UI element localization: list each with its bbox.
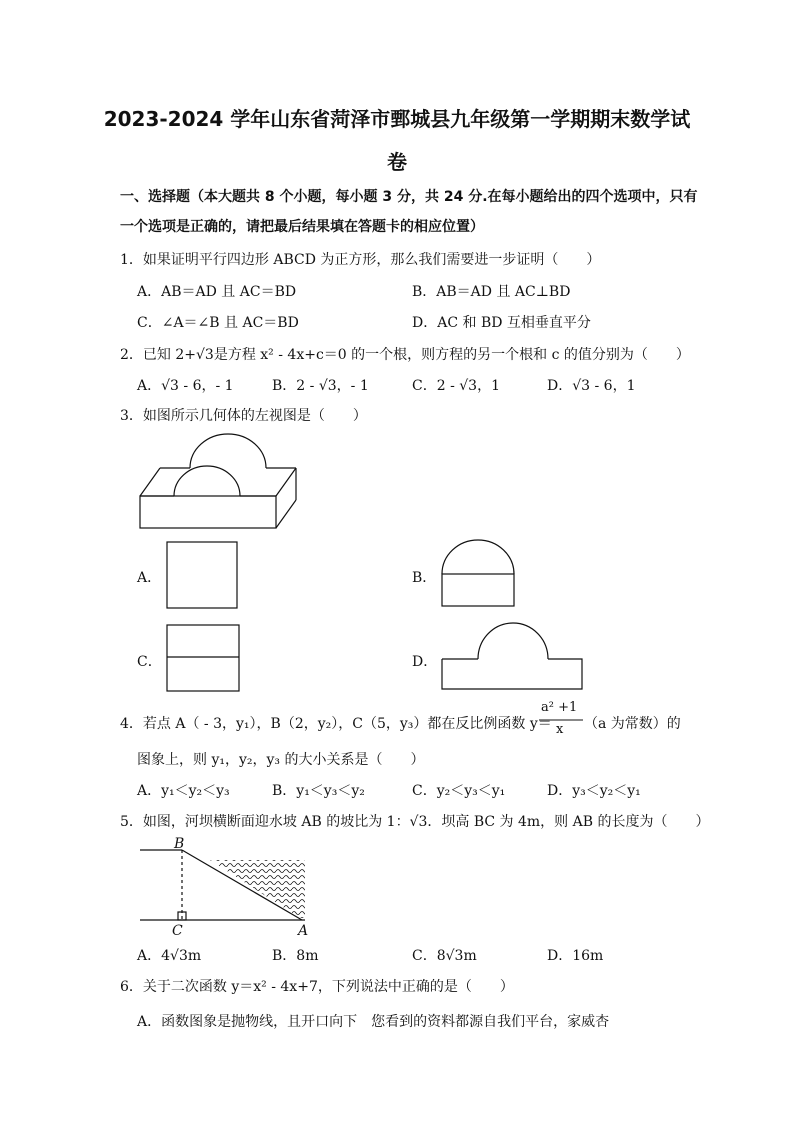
question-2-stem: 2．已知 2+√3是方程 x² - 4x+c＝0 的一个根，则方程的另一个根和 c 的值分别为（ ）	[120, 347, 690, 363]
question-6-stem: 6．关于二次函数 y＝x² - 4x+7，下列说法中正确的是（ ）	[120, 979, 514, 995]
question-3-stem: 3．如图所示几何体的左视图是（ ）	[120, 408, 367, 424]
question-2-option-d: D．√3 - 6，1	[547, 378, 636, 394]
question-5-option-d: D．16m	[547, 948, 604, 964]
question-4-stem-line2: 图象上，则 y₁，y₂，y₃ 的大小关系是（ ）	[137, 752, 425, 768]
question-3-option-d: D．	[412, 654, 438, 670]
question-3-option-c: C．	[137, 654, 162, 670]
question-4-option-d: D．y₃＜y₂＜y₁	[547, 783, 641, 799]
question-4-option-a: A．y₁＜y₂＜y₃	[137, 783, 230, 799]
question-3-option-a: A．	[137, 570, 162, 586]
page-title-line1: 2023-2024 学年山东省菏泽市鄄城县九年级第一学期期末数学试	[103, 107, 691, 131]
question-2-option-b: B．2 - √3，- 1	[272, 378, 369, 394]
section-header-line2: 一个选项是正确的，请把最后结果填在答题卡的相应位置）	[120, 219, 484, 235]
question-3-option-b: B．	[412, 570, 437, 586]
question-5-option-b: B．8m	[272, 948, 319, 964]
question-4-stem: 4．若点 A（ - 3，y₁），B（2，y₂），C（5，y₃）都在反比例函数 y＝	[120, 716, 552, 732]
page-title-line2: 卷	[387, 150, 407, 174]
question-4-fraction-bar	[539, 719, 583, 721]
question-3-option-d-figure	[440, 621, 584, 691]
question-2-option-c: C．2 - √3，1	[412, 378, 500, 394]
section-header-line1: 一、选择题（本大题共 8 个小题，每小题 3 分，共 24 分.在每小题给出的四个选项中，只有	[120, 189, 698, 205]
question-4-stem-tail: （a 为常数）的	[584, 716, 681, 732]
question-1-option-b: B．AB＝AD 且 AC⊥BD	[412, 284, 571, 300]
question-5-label-b: B	[174, 836, 185, 852]
question-1-option-d: D．AC 和 BD 互相垂直平分	[412, 315, 591, 331]
question-3-option-b-figure	[440, 538, 516, 608]
question-5-stem: 5．如图，河坝横断面迎水坡 AB 的坡比为 1：√3．坝高 BC 为 4m，则 AB 的长度为（ ）	[120, 814, 710, 830]
question-1-stem: 1．如果证明平行四边形 ABCD 为正方形，那么我们需要进一步证明（ ）	[120, 252, 601, 268]
question-4-fraction-numerator: a² +1	[541, 700, 578, 715]
question-2-option-a: A．√3 - 6，- 1	[137, 378, 234, 394]
question-4-option-b: B．y₁＜y₃＜y₂	[272, 783, 365, 799]
question-3-option-c-figure	[166, 624, 240, 692]
question-5-label-c: C	[172, 923, 183, 939]
question-5-option-c: C．8√3m	[412, 948, 477, 964]
question-3-option-a-figure	[166, 541, 238, 609]
question-5-dam-figure	[140, 838, 315, 928]
question-5-label-a: A	[298, 923, 309, 939]
question-1-option-a: A．AB＝AD 且 AC＝BD	[137, 284, 297, 300]
question-5-option-a: A．4√3m	[137, 948, 202, 964]
question-1-option-c: C．∠A＝∠B 且 AC＝BD	[137, 315, 299, 331]
question-4-fraction-denominator: x	[556, 722, 564, 737]
question-6-option-a: A．函数图象是抛物线，且开口向下 您看到的资料都源自我们平台，家威杏	[137, 1014, 610, 1030]
question-3-solid-figure	[138, 434, 298, 530]
question-4-option-c: C．y₂＜y₃＜y₁	[412, 783, 506, 799]
